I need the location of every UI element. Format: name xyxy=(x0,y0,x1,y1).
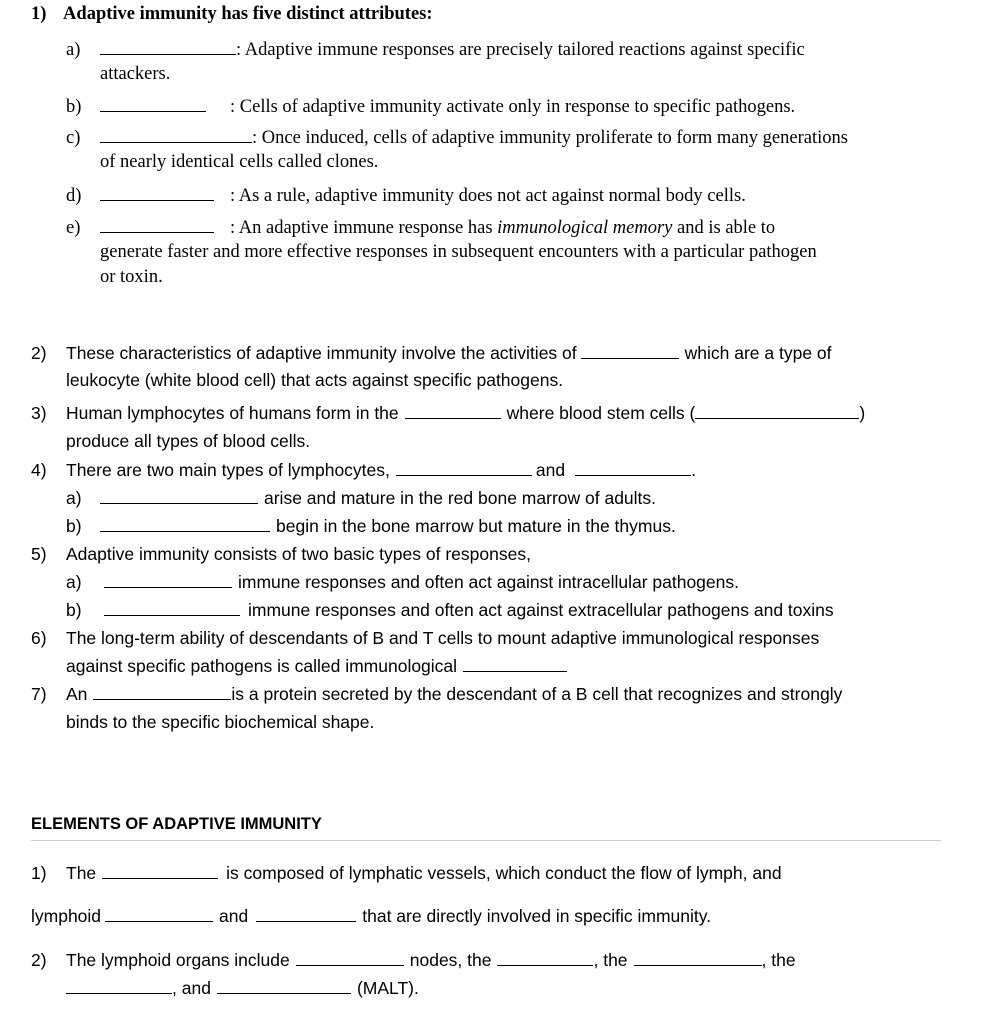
item-letter: a) xyxy=(66,572,82,592)
item-letter: a) xyxy=(66,488,82,508)
question-number: 5) xyxy=(31,544,47,564)
q5-sub-b: immune responses and often act against extracellular pathogens and toxins xyxy=(104,600,834,621)
blank-field[interactable] xyxy=(575,474,691,476)
blank-field[interactable] xyxy=(581,357,679,359)
blank-field[interactable] xyxy=(396,474,532,476)
q4-line1: There are two main types of lymphocytes, and . xyxy=(66,460,696,480)
q4-sub-b: begin in the bone marrow but mature in the thymus. xyxy=(100,516,676,537)
blank-field[interactable] xyxy=(463,670,567,672)
part1-heading-line xyxy=(31,4,433,25)
item-c-line2: of nearly identical cells called clones. xyxy=(100,152,379,172)
question-number: 1) xyxy=(31,863,47,883)
q6-line1: The long-term ability of descendants of B and T cells to mount adaptive immunological responses xyxy=(66,628,820,648)
q5-line1: Adaptive immunity consists of two basic types of responses, xyxy=(66,544,531,564)
blank-field[interactable] xyxy=(405,417,501,419)
item-e-line1: : An adaptive immune response has immunological memory and is able to xyxy=(100,218,775,239)
blank-field[interactable] xyxy=(296,964,404,966)
item-letter: b) xyxy=(66,516,82,536)
item-letter: b) xyxy=(66,97,82,117)
item-letter: a) xyxy=(66,40,81,60)
blank-field[interactable] xyxy=(100,199,214,201)
item-letter: c) xyxy=(66,128,81,148)
p3-q1-line1: The is composed of lymphatic vessels, which conduct the flow of lymph, and xyxy=(66,863,782,883)
q2-line2: leukocyte (white blood cell) that acts against specific pathogens. xyxy=(66,370,564,390)
question-number: 1) xyxy=(31,4,47,24)
item-b-line1: : Cells of adaptive immunity activate only in response to specific pathogens. xyxy=(100,97,795,118)
blank-field[interactable] xyxy=(497,964,593,966)
item-letter: d) xyxy=(66,186,82,206)
divider xyxy=(31,840,941,841)
q6-line2: against specific pathogens is called immunological xyxy=(66,656,567,677)
blank-field[interactable] xyxy=(104,586,232,588)
blank-field[interactable] xyxy=(256,920,356,922)
q2-line1: These characteristics of adaptive immunity involve the activities of which are a type of xyxy=(66,343,832,363)
blank-field[interactable] xyxy=(695,417,859,419)
blank-field[interactable] xyxy=(100,53,236,55)
blank-field[interactable] xyxy=(66,992,172,994)
item-e-line3: or toxin. xyxy=(100,267,163,287)
blank-field[interactable] xyxy=(100,231,214,233)
q3-line1: Human lymphocytes of humans form in the where blood stem cells ( ) xyxy=(66,403,866,423)
q5-sub-a: immune responses and often act against intracellular pathogens. xyxy=(104,572,739,593)
item-a-line1: : Adaptive immune responses are precisely tailored reactions against specific xyxy=(100,40,805,61)
blank-field[interactable] xyxy=(100,110,206,112)
item-a-line2: attackers. xyxy=(100,64,171,84)
item-letter: e) xyxy=(66,218,81,238)
blank-field[interactable] xyxy=(104,614,240,616)
q7-line2: binds to the specific biochemical shape. xyxy=(66,712,375,732)
blank-field[interactable] xyxy=(93,698,231,700)
blank-field[interactable] xyxy=(634,964,762,966)
blank-field[interactable] xyxy=(100,141,252,143)
q3-line2: produce all types of blood cells. xyxy=(66,431,311,451)
q7-line1: An is a protein secreted by the descendant of a B cell that recognizes and strongly xyxy=(66,684,843,704)
question-number: 4) xyxy=(31,460,47,480)
q4-sub-a: arise and mature in the red bone marrow of adults. xyxy=(100,488,656,509)
question-number: 3) xyxy=(31,403,47,423)
blank-field[interactable] xyxy=(102,877,218,879)
p3-q2-line1: The lymphoid organs include nodes, the , the , the xyxy=(66,950,796,970)
p3-q1-line2: lymphoid and that are directly involved in specific immunity. xyxy=(31,906,712,926)
item-letter: b) xyxy=(66,600,82,620)
item-c-line1: : Once induced, cells of adaptive immunity proliferate to form many generations xyxy=(100,128,848,149)
section-heading: ELEMENTS OF ADAPTIVE IMMUNITY xyxy=(31,815,322,833)
question-number: 6) xyxy=(31,628,47,648)
section-heading: Adaptive immunity has five distinct attributes: xyxy=(63,4,433,24)
blank-field[interactable] xyxy=(105,920,213,922)
blank-field[interactable] xyxy=(217,992,351,994)
item-d-line1: : As a rule, adaptive immunity does not act against normal body cells. xyxy=(100,186,746,207)
blank-field[interactable] xyxy=(100,502,258,504)
p3-q2-line2: , and (MALT). xyxy=(66,978,419,999)
question-number: 2) xyxy=(31,343,47,363)
question-number: 2) xyxy=(31,950,47,970)
question-number: 7) xyxy=(31,684,47,704)
item-e-line2: generate faster and more effective responses in subsequent encounters with a particular pathogen xyxy=(100,242,817,262)
blank-field[interactable] xyxy=(100,530,270,532)
